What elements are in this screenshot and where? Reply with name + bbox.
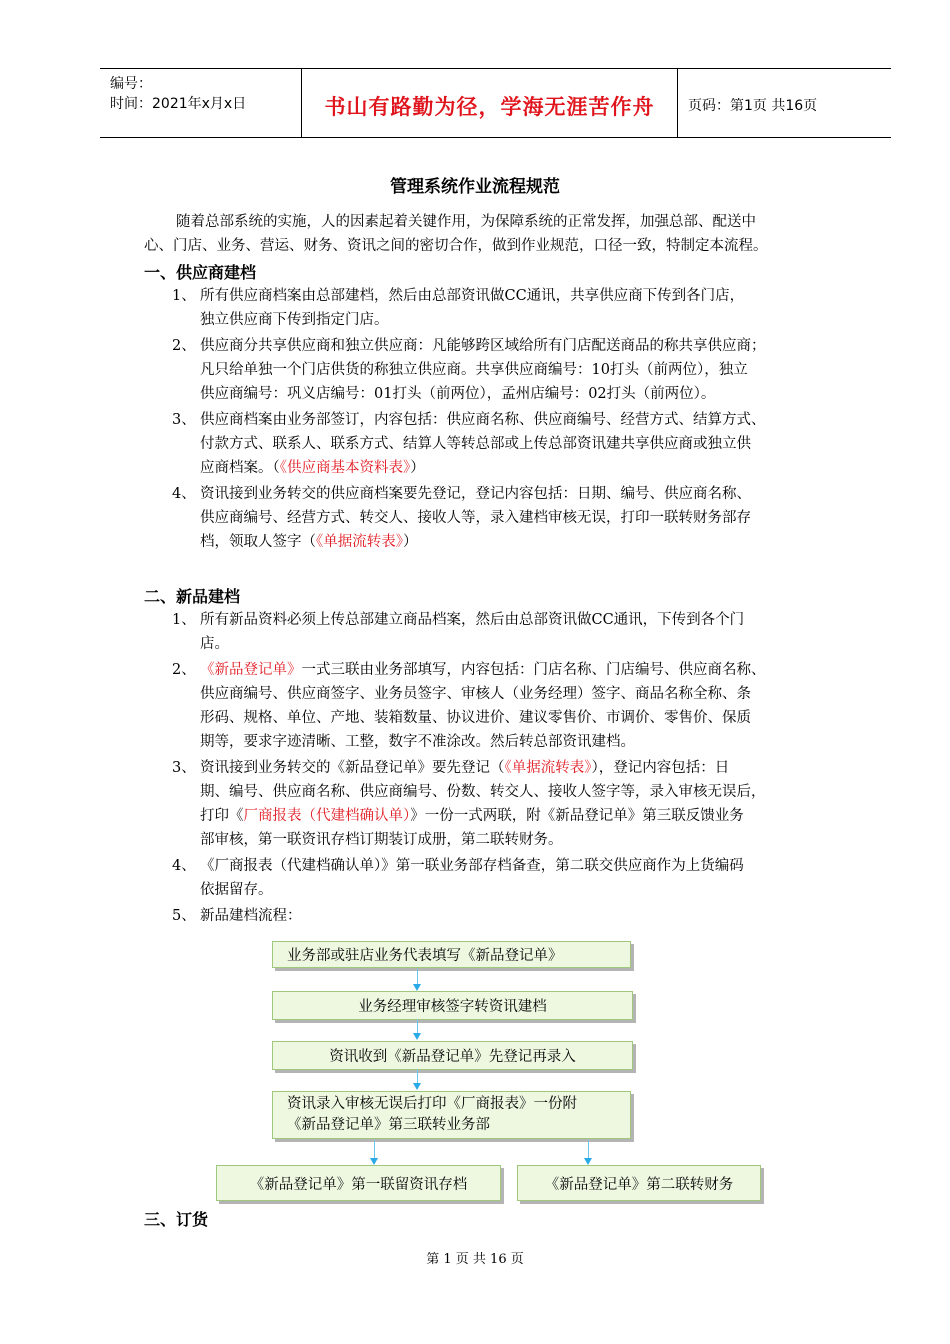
list-item-number: 3、 — [172, 412, 196, 428]
list-item-line: 所有新品资料必须上传总部建立商品档案，然后由总部资讯做CC通讯，下传到各个门 — [200, 612, 745, 628]
flow-step-print-report — [272, 1091, 631, 1139]
text-run: 档，领取人签字（ — [200, 534, 316, 550]
section-heading-supplier: 一、供应商建档 — [144, 263, 257, 282]
list-item-line: 《厂商报表（代建档确认单）》第一联业务部存档备查，第二联交供应商作为上货编码 — [200, 858, 744, 874]
list-item-line: 依据留存。 — [200, 882, 273, 898]
list-item-line: 供应商分共享供应商和独立供应商：凡能够跨区域给所有门店配送商品的称共享供应商； — [200, 338, 766, 354]
intro-line-1: 随着总部系统的实施，人的因素起着关键作用，为保障系统的正常发挥，加强总部、配送中 — [176, 214, 756, 230]
header-page-info: 页码：第1页 共16页 — [688, 98, 818, 114]
list-item-number: 5、 — [172, 908, 196, 924]
text-run: 应商档案。（ — [200, 460, 280, 476]
intro-line-2: 心、门店、业务、营运、财务、资讯之间的密切合作，做到作业规范，口径一致，特制定本流程。 — [144, 238, 768, 254]
list-item-number: 1、 — [172, 288, 196, 304]
form-reference-link: 《供应商基本资料表》 — [279, 460, 411, 476]
section-heading-ordering: 三、订货 — [144, 1210, 209, 1229]
text-run: ） — [403, 534, 418, 550]
list-item-line — [200, 804, 744, 828]
section-heading-new-product: 二、新品建档 — [144, 587, 241, 606]
list-item-line: 店。 — [200, 636, 229, 652]
flow-step-manager-approve: 业务经理审核签字转资讯建档 — [272, 991, 633, 1020]
header-meta-cell — [100, 69, 302, 137]
list-item-line: 供应商编号：巩义店编号：01打头（前两位），孟州店编号：02打头（前两位）。 — [200, 386, 716, 402]
doc-code-label: 编号： — [110, 76, 152, 92]
list-item-line: 形码、规格、单位、产地、装箱数量、协议进价、建议零售价、市调价、零售价、保质 — [200, 710, 751, 726]
text-run: 打印《 — [200, 808, 244, 824]
text-run: 资讯接到业务转交的《新品登记单》要先登记（ — [200, 760, 505, 776]
list-item-line: 期、编号、供应商名称、供应商编号、份数、转交人、接收人签字等，录入审核无误后， — [200, 784, 766, 800]
text-run: 一式三联由业务部填写，内容包括：门店名称、门店编号、供应商名称、 — [301, 662, 766, 678]
list-item-line: 独立供应商下传到指定门店。 — [200, 312, 389, 328]
form-reference-link: 厂商报表（代建档确认单） — [243, 808, 411, 824]
list-item-line — [200, 756, 729, 780]
list-item-line — [200, 530, 418, 554]
list-item-line: 供应商档案由业务部签订，内容包括：供应商名称、供应商编号、经营方式、结算方式、 — [200, 412, 766, 428]
list-item-line: 部审核，第一联资讯存档订期装订成册，第二联转财务。 — [200, 832, 563, 848]
list-item-line — [200, 658, 766, 682]
form-reference-link: 《单据流转表》 — [316, 534, 403, 550]
list-item-number: 2、 — [172, 662, 196, 678]
flow-step-archive: 《新品登记单》第一联留资讯存档 — [216, 1165, 501, 1201]
header-page-cell — [678, 69, 891, 137]
document-header — [100, 68, 891, 138]
list-item-line: 供应商编号、经营方式、转交人、接收人等，录入建档审核无误，打印一联转财务部存 — [200, 510, 751, 526]
page-title: 管理系统作业流程规范 — [390, 177, 560, 197]
list-item-number: 1、 — [172, 612, 196, 628]
doc-date-label: 时间：2021年x月x日 — [110, 96, 247, 112]
list-item-line: 凡只给单独一个门店供货的称独立供应商。共享供应商编号：10打头（前两位），独立 — [200, 362, 748, 378]
flow-step-fill-form: 业务部或驻店业务代表填写《新品登记单》 — [272, 941, 631, 968]
text-run: ），登记内容包括：日 — [591, 760, 730, 776]
header-motto-cell — [302, 69, 678, 137]
header-motto: 书山有路勤为径，学海无涯苦作舟 — [324, 95, 655, 119]
flow-step-finance: 《新品登记单》第二联转财务 — [517, 1165, 761, 1201]
form-reference-link: 《新品登记单》 — [200, 662, 302, 678]
page-footer: 第 1 页 共 16 页 — [426, 1252, 524, 1267]
list-item-line: 资讯接到业务转交的供应商档案要先登记，登记内容包括：日期、编号、供应商名称、 — [200, 486, 751, 502]
list-item-line: 新品建档流程： — [200, 908, 302, 924]
list-item-number: 2、 — [172, 338, 196, 354]
list-item-line: 期等，要求字迹清晰、工整，数字不准涂改。然后转总部资讯建档。 — [200, 734, 635, 750]
text-run: 》一份一式两联，附《新品登记单》第三联反馈业务 — [410, 808, 744, 824]
list-item-line: 所有供应商档案由总部建档，然后由总部资讯做CC通讯，共享供应商下传到各门店， — [200, 288, 745, 304]
flow-step-text: 资讯录入审核无误后打印《厂商报表》一份附 — [287, 1096, 577, 1112]
flow-step-text: 《新品登记单》第三联转业务部 — [287, 1117, 490, 1133]
text-run: ） — [410, 460, 425, 476]
list-item-number: 4、 — [172, 486, 196, 502]
flow-step-register: 资讯收到《新品登记单》先登记再录入 — [272, 1041, 633, 1070]
list-item-number: 4、 — [172, 858, 196, 874]
list-item-line: 供应商编号、供应商签字、业务员签字、审核人（业务经理）签字、商品名称全称、条 — [200, 686, 751, 702]
list-item-number: 3、 — [172, 760, 196, 776]
form-reference-link: 《单据流转表》 — [504, 760, 592, 776]
list-item-line — [200, 456, 425, 480]
list-item-line: 付款方式、联系人、联系方式、结算人等转总部或上传总部资讯建共享供应商或独立供 — [200, 436, 751, 452]
